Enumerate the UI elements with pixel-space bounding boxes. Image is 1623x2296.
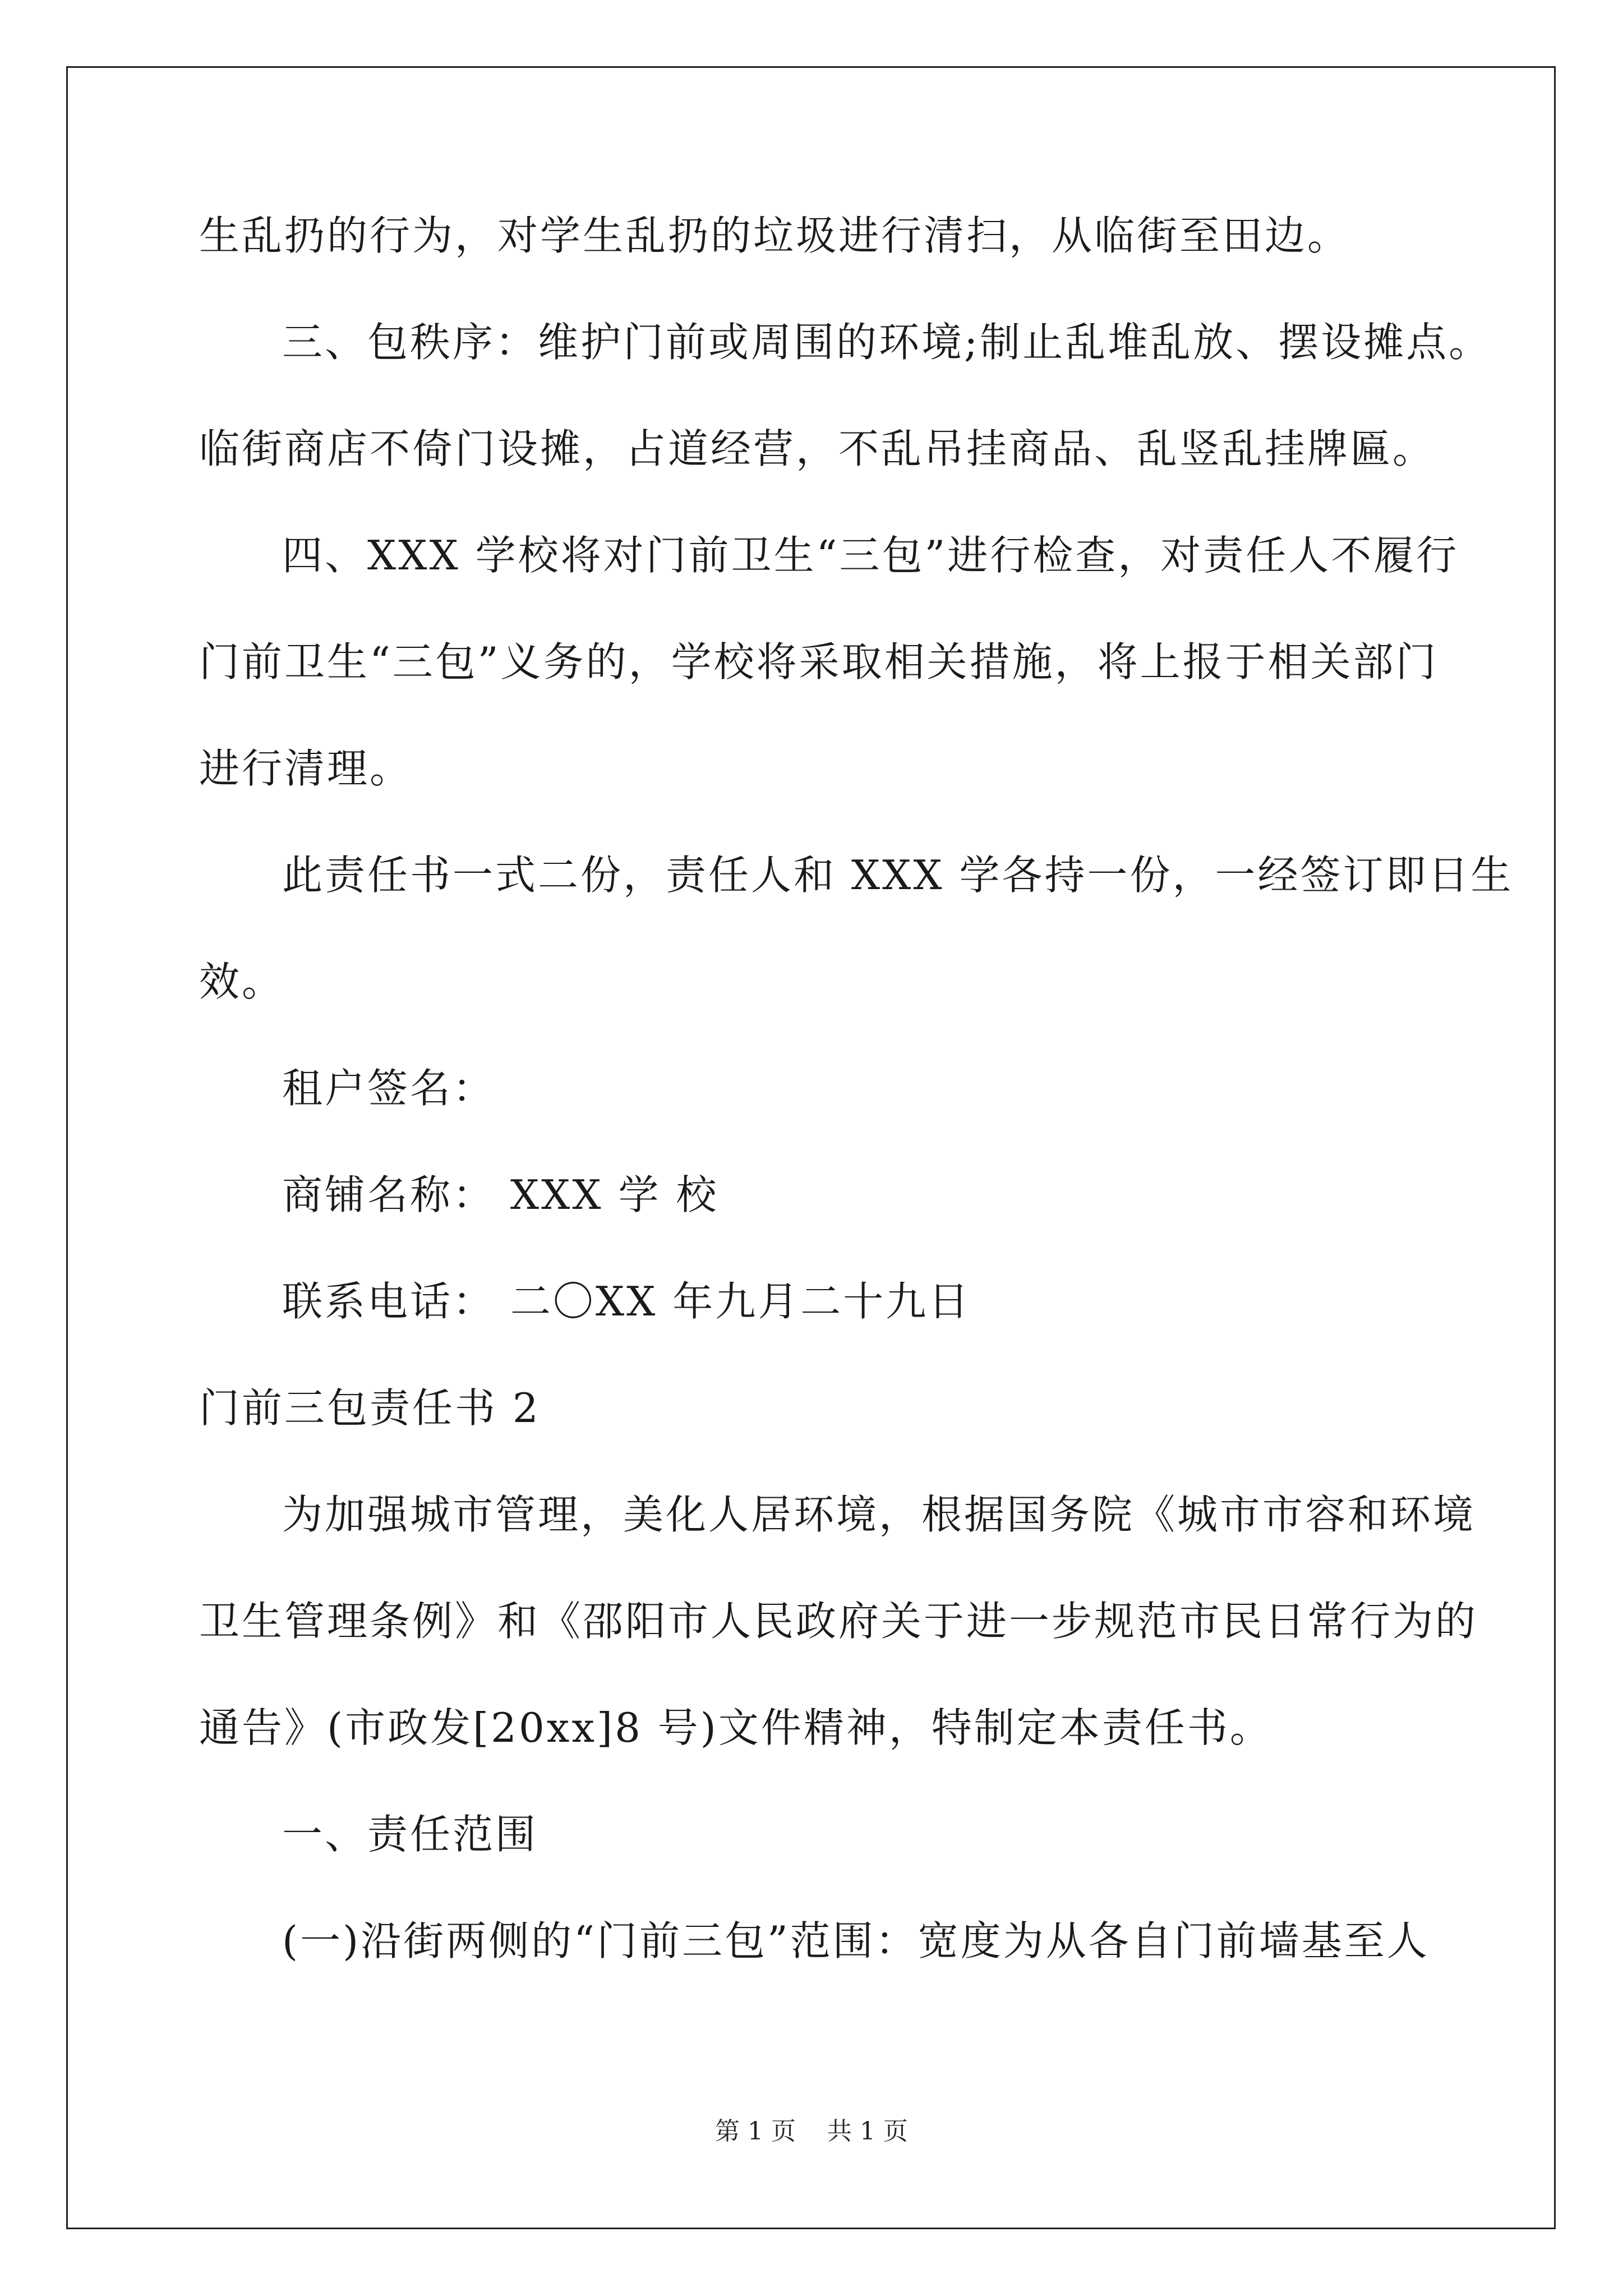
text-line: 四、XXX 学校将对门前卫生“三包”进行检查，对责任人不履行 bbox=[282, 532, 1459, 579]
section-heading: 门前三包责任书 2 bbox=[199, 1384, 541, 1432]
text-line: (一)沿街两侧的“门前三包”范围：宽度为从各自门前墙基至人 bbox=[282, 1917, 1430, 1964]
text-line: 商铺名称： XXX 学 校 bbox=[282, 1171, 719, 1218]
page-border bbox=[66, 66, 1556, 2229]
text-line: 此责任书一式二份，责任人和 XXX 学各持一份，一经签订即日生 bbox=[282, 852, 1514, 899]
text-line: 租户签名： bbox=[282, 1065, 496, 1112]
text-line: 门前卫生“三包”义务的，学校将采取相关措施，将上报于相关部门 bbox=[199, 638, 1438, 685]
page-footer: 第 1 页 共 1 页 bbox=[715, 2117, 908, 2146]
text-line: 生乱扔的行为，对学生乱扔的垃圾进行清扫，从临街至田边。 bbox=[199, 212, 1350, 259]
text-line: 卫生管理条例》和《邵阳市人民政府关于进一步规范市民日常行为的 bbox=[199, 1598, 1478, 1645]
text-line: 三、包秩序：维护门前或周围的环境;制止乱堆乱放、摆设摊点。 bbox=[282, 319, 1492, 366]
text-line: 联系电话： 二〇XX 年九月二十九日 bbox=[282, 1278, 971, 1325]
text-line: 临街商店不倚门设摊，占道经营，不乱吊挂商品、乱竖乱挂牌匾。 bbox=[199, 425, 1436, 472]
text-line: 通告》(市政发[20xx]8 号)文件精神，特制定本责任书。 bbox=[199, 1704, 1272, 1751]
text-line: 一、责任范围 bbox=[282, 1811, 538, 1858]
text-line: 进行清理。 bbox=[199, 745, 413, 792]
text-line: 为加强城市管理，美化人居环境，根据国务院《城市市容和环境 bbox=[282, 1491, 1476, 1538]
text-line: 效。 bbox=[199, 958, 285, 1005]
